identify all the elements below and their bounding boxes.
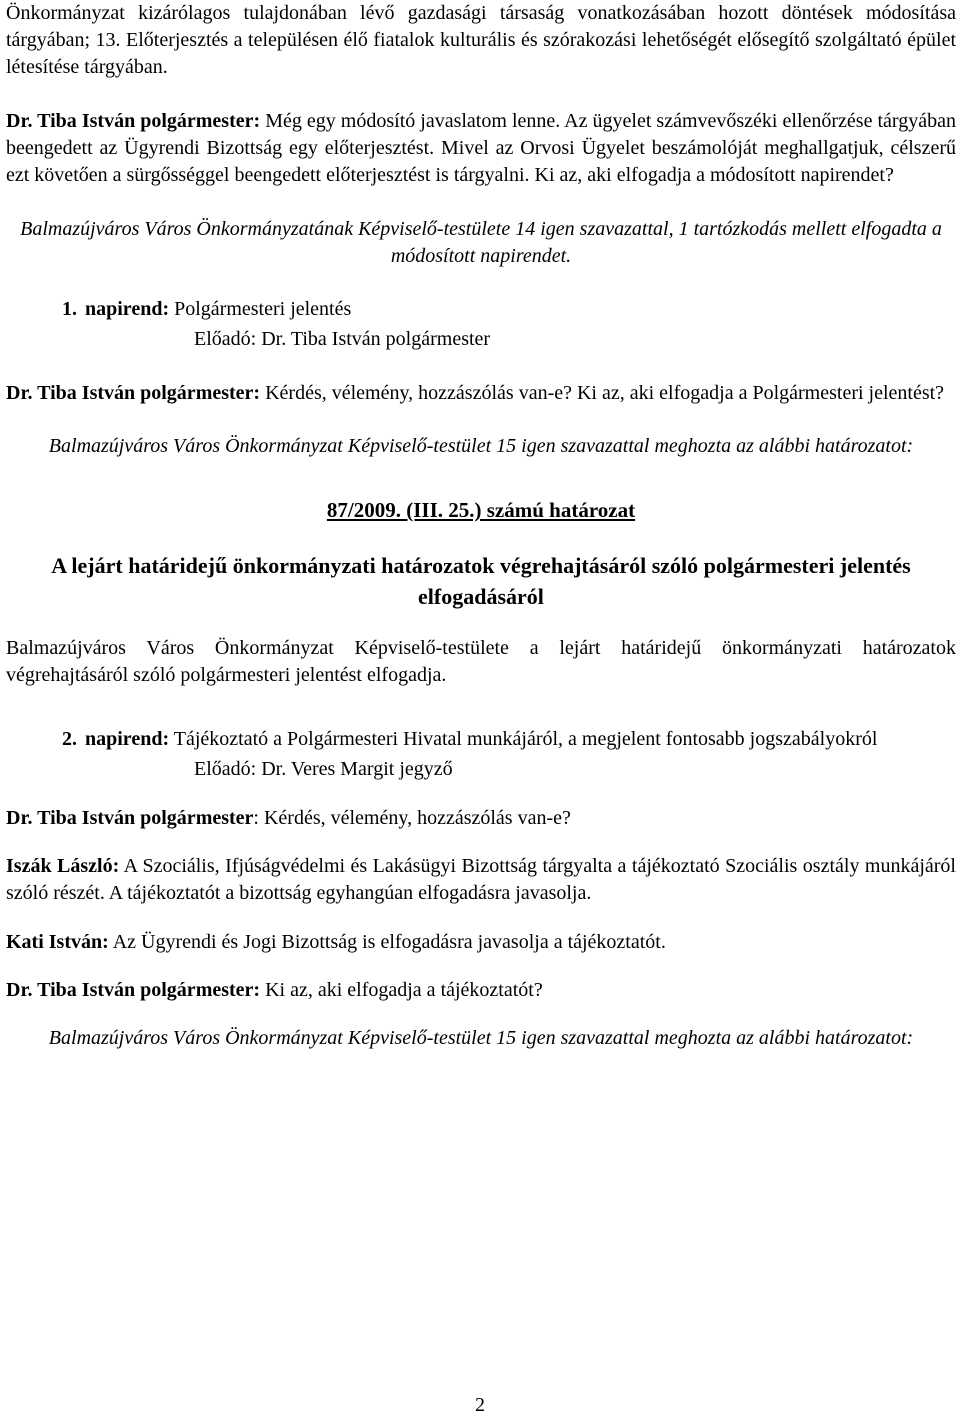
agenda-number: 2.	[62, 728, 77, 750]
iszak-speech	[6, 853, 956, 907]
agenda-item-2	[6, 726, 956, 783]
speaker-name: Dr. Tiba István polgármester	[6, 807, 254, 829]
document-page	[6, 0, 956, 1052]
agenda-presenter: Előadó: Dr. Tiba István polgármester	[194, 328, 491, 350]
agenda-presenter: Előadó: Dr. Veres Margit jegyző	[194, 758, 453, 780]
resolution-body: Balmazújváros Város Önkormányzat Képviselő-testülete a lejárt határidejű önkormányzati határozatok végrehajtásáról szóló polgármesteri jelentést elfogadja.	[6, 637, 956, 686]
mayor-speech-2	[6, 380, 956, 407]
speech-text: : Kérdés, vélemény, hozzászólás van-e?	[253, 807, 571, 829]
speech-text: Kérdés, vélemény, hozzászólás van-e? Ki az, aki elfogadja a Polgármesteri jelentést?	[260, 382, 945, 404]
agenda-label: napirend:	[85, 298, 170, 320]
mayor-speech-4	[6, 977, 956, 1004]
mayor-speech-3	[6, 805, 956, 832]
agenda-title: Polgármesteri jelentés	[169, 298, 352, 320]
speaker-name: Kati István:	[6, 931, 109, 953]
mayor-speech-1	[6, 108, 956, 189]
speech-text: Ki az, aki elfogadja a tájékoztatót?	[260, 979, 543, 1001]
page-number: 2	[475, 1394, 485, 1416]
speaker-name: Dr. Tiba István polgármester:	[6, 110, 261, 132]
agenda-item-1	[6, 296, 956, 353]
speech-text: Még egy módosító javaslatom lenne. Az ügyelet számvevőszéki ellenőrzése tárgyában beengedett az Ügyrendi Bizottság egy előterjesztést. Mivel az Orvosi Ügyelet beszámolóját meghallgatjuk, célszerű ezt követően a sürgősséggel beengedett előterjesztést is tárgyalni. Ki az, aki elfogadja a módosított napirendet?	[6, 110, 956, 186]
agenda-number: 1.	[62, 298, 77, 320]
speech-text: Az Ügyrendi és Jogi Bizottság is elfogadásra javasolja a tájékoztatót.	[108, 931, 666, 953]
speaker-name: Dr. Tiba István polgármester:	[6, 382, 261, 404]
resolution-title: A lejárt határidejű önkormányzati határozatok végrehajtásáról szóló polgármesteri jelentés elfogadásáról	[51, 553, 911, 609]
vote-result-1: Balmazújváros Város Önkormányzatának Képviselő-testülete 14 igen szavazattal, 1 tartózkodás mellett elfogadta a módosított napirendet.	[20, 218, 942, 267]
speaker-name: Dr. Tiba István polgármester:	[6, 979, 261, 1001]
agenda-label: napirend:	[85, 728, 170, 750]
vote-result-2: Balmazújváros Város Önkormányzat Képviselő-testület 15 igen szavazattal meghozta az alábbi határozatot:	[48, 435, 914, 457]
vote-result-3: Balmazújváros Város Önkormányzat Képviselő-testület 15 igen szavazattal meghozta az alábbi határozatot:	[48, 1027, 914, 1049]
speech-text: A Szociális, Ifjúságvédelmi és Lakásügyi Bizottság tárgyalta a tájékoztató Szociális osztály munkájáról szóló részét. A tájékoztatót a bizottság egyhangúan elfogadásra javasolja.	[6, 855, 956, 904]
kati-speech	[6, 929, 956, 956]
intro-paragraph: Önkormányzat kizárólagos tulajdonában lévő gazdasági társaság vonatkozásában hozott döntések módosítása tárgyában; 13. Előterjesztés a településen élő fiatalok kulturális és szórakozási lehetőségét elősegítő szolgáltató épület létesítése tárgyában.	[6, 2, 956, 78]
speaker-name: Iszák László:	[6, 855, 120, 877]
resolution-number: 87/2009. (III. 25.) számú határozat	[326, 498, 636, 522]
agenda-title: Tájékoztató a Polgármesteri Hivatal munkájáról, a megjelent fontosabb jogszabályokról	[169, 728, 878, 750]
